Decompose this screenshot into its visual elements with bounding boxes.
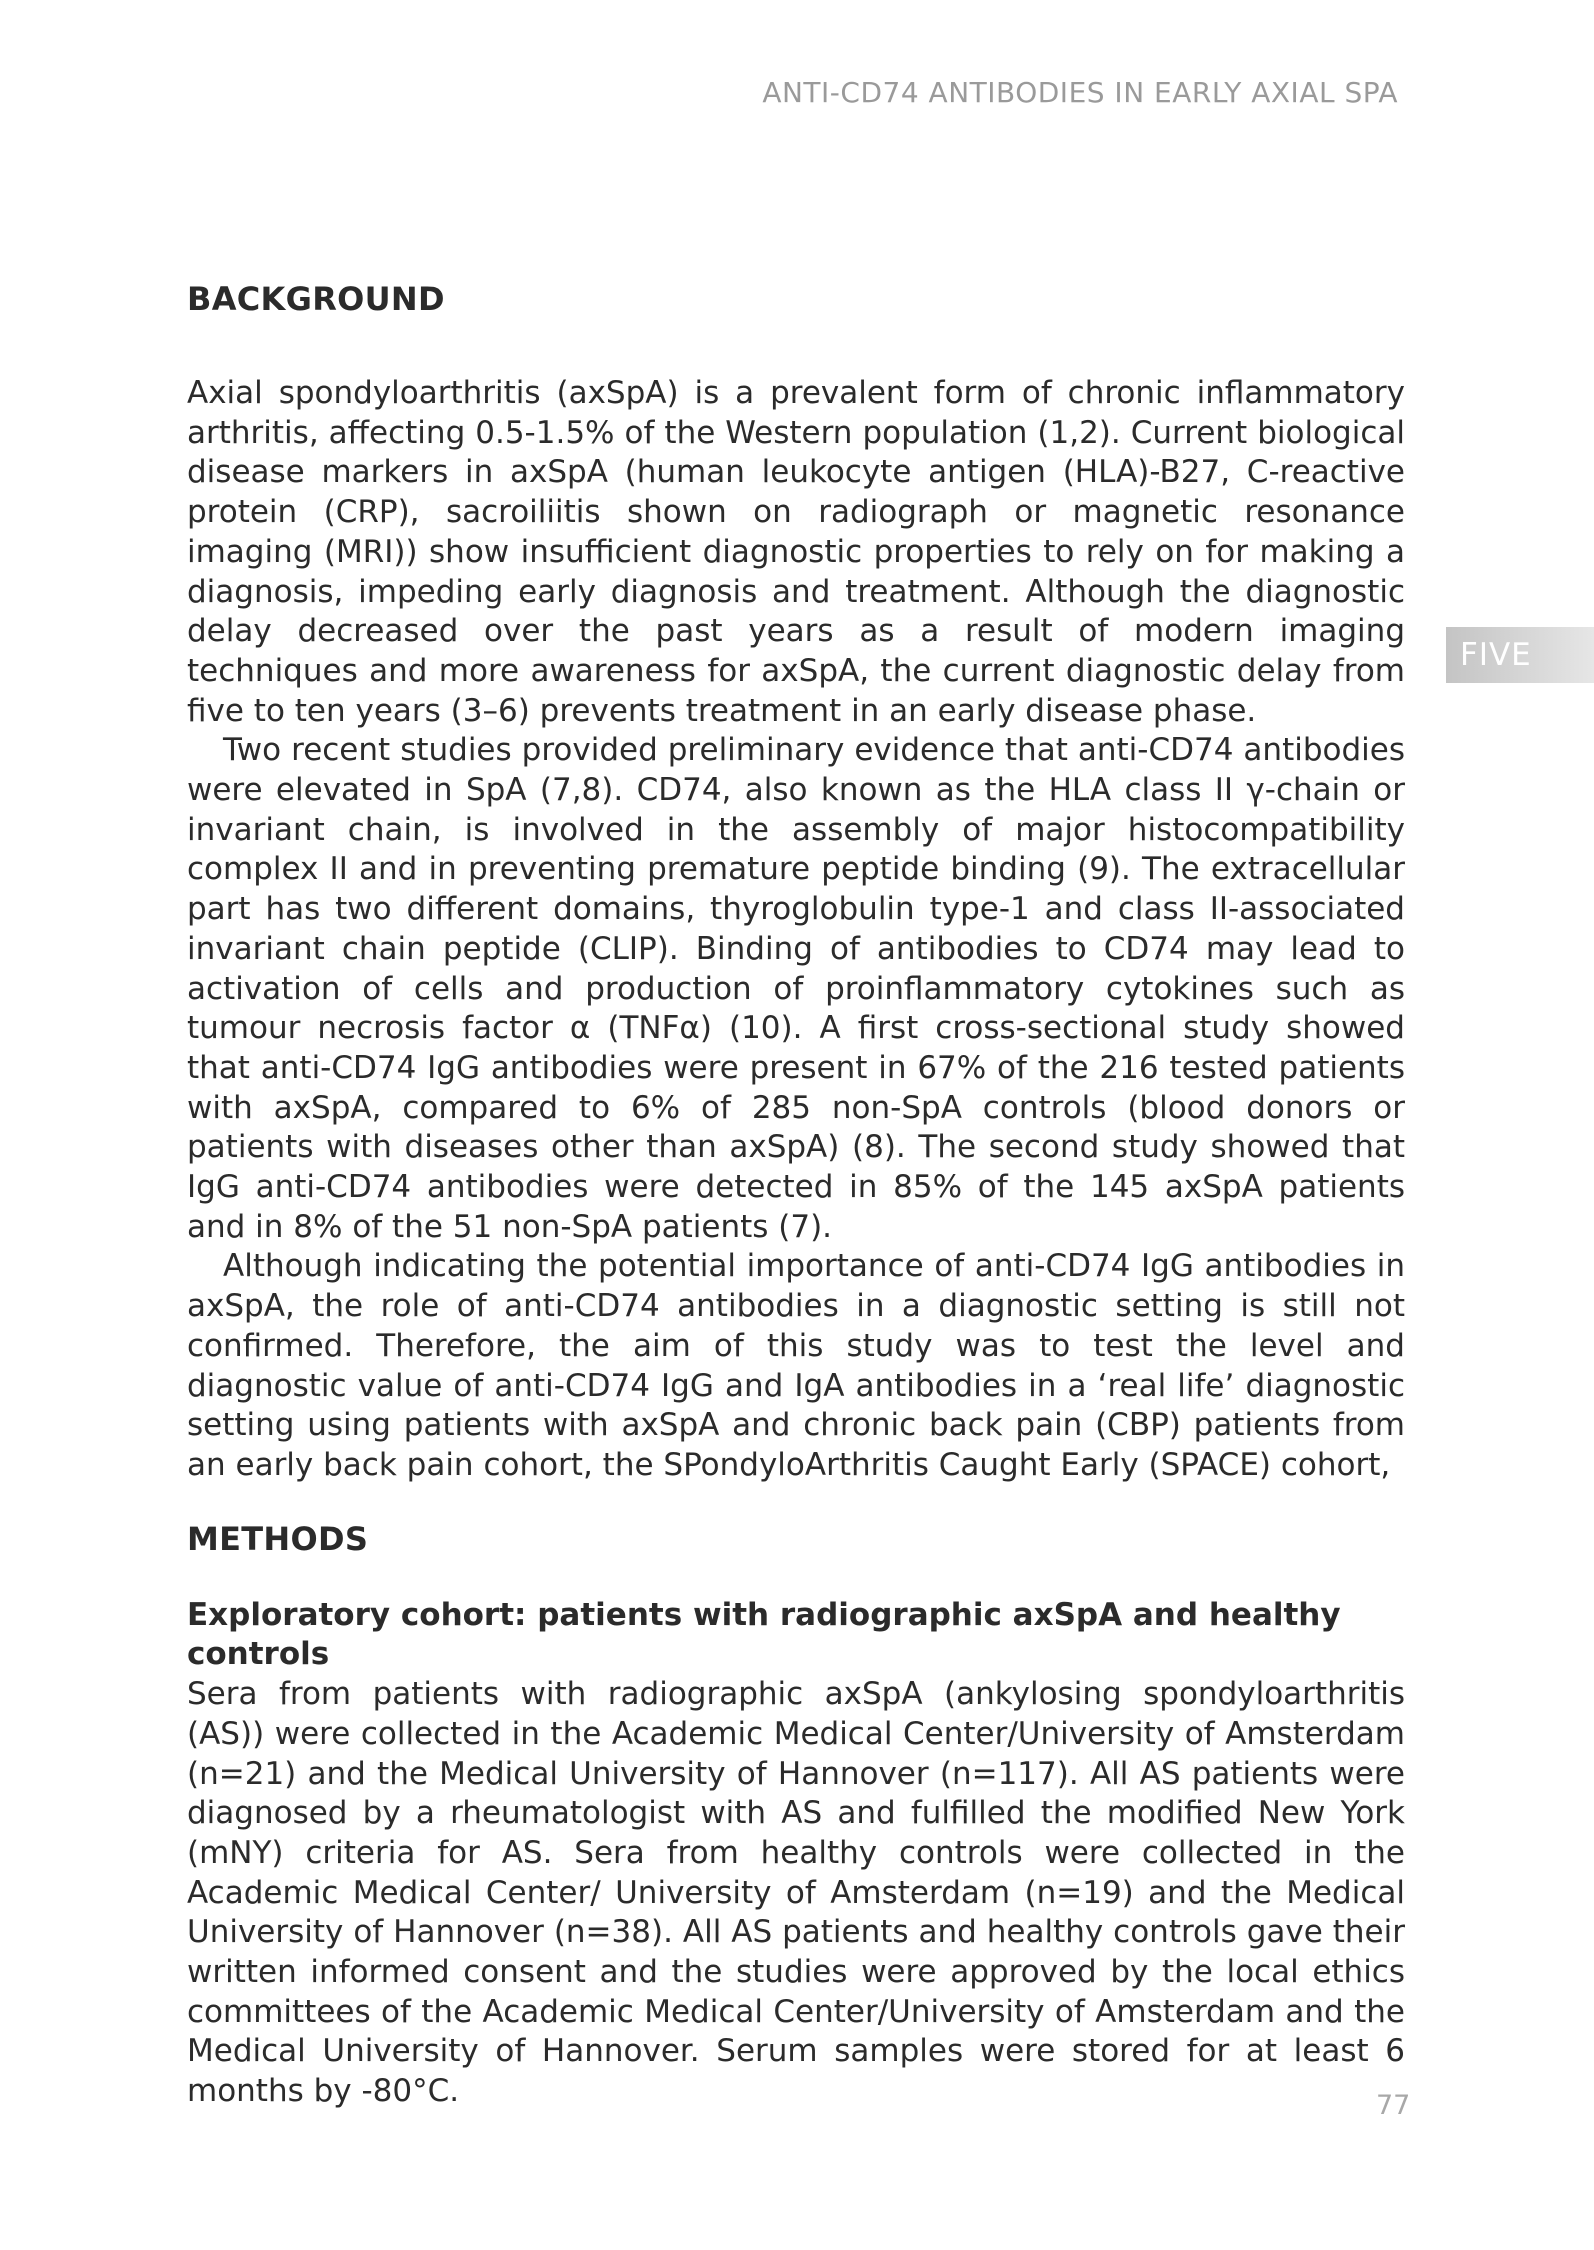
methods-heading: METHODS [187,1519,369,1558]
running-header: ANTI-CD74 ANTIBODIES IN EARLY AXIAL SPA [762,76,1398,109]
background-heading: BACKGROUND [187,280,445,318]
article-body [187,280,1405,2112]
background-paragraph-3: Although indicating the potential importance of anti-CD74 IgG antibodies in axSpA, the role of anti-CD74 antibodies in a diagnostic setting is still not confirmed. Therefore, the aim of this study was to test the level and diagnostic value of anti-CD74 IgG and IgA antibodies in a ‘real life’ diagnostic setting using patients with axSpA and chronic back pain (CBP) patients from an early back pain cohort, the SPondyloArthritis Caught Early (SPACE) cohort, [187,1248,1405,1483]
exploratory-cohort-heading: Exploratory cohort: patients with radiographic axSpA and healthy controls [187,1596,1341,1673]
background-paragraph-1: Axial spondyloarthritis (axSpA) is a prevalent form of chronic inflammatory arthritis, affecting 0.5-1.5% of the Western population (1,2). Current biological disease markers in axSpA (human leukocyte antigen (HLA)-B27, C-reactive protein (CRP), sacroiliitis shown on radiograph or magnetic resonance imaging (MRI)) show insufficient diagnostic properties to rely on for making a diagnosis, impeding early diagnosis and treatment. Although the diagnostic delay decreased over the past years as a result of modern imaging techniques and more awareness for axSpA, the current diagnostic delay from five to ten years (3–6) prevents treatment in an early disease phase. [187,375,1405,729]
page-number: 77 [1376,2090,1411,2121]
background-paragraph-2: Two recent studies provided preliminary evidence that anti-CD74 antibodies were elevated in SpA (7,8). CD74, also known as the HLA class II γ-chain or invariant chain, is involved in the assembly of major histocompatibility complex II and in preventing premature peptide binding (9). The extracellular part has two different domains, thyroglobulin type-1 and class II-associated invariant chain peptide (CLIP). Binding of antibodies to CD74 may lead to activation of cells and production of proinflammatory cytokines such as tumour necrosis factor α (TNFα) (10). A first cross-sectional study showed that anti-CD74 IgG antibodies were present in 67% of the 216 tested patients with axSpA, compared to 6% of 285 non-SpA controls (blood donors or patients with diseases other than axSpA) (8). The second study showed that IgG anti-CD74 antibodies were detected in 85% of the 145 axSpA patients and in 8% of the 51 non-SpA patients (7). [187,732,1405,1245]
chapter-tab: FIVE [1446,627,1594,683]
methods-paragraph: Sera from patients with radiographic axSpA (ankylosing spondyloarthritis (AS)) were collected in the Academic Medical Center/University of Amsterdam (n=21) and the Medical University of Hannover (n=117). All AS patients were diagnosed by a rheumatologist with AS and fulfilled the modified New York (mNY) criteria for AS. Sera from healthy controls were collected in the Academic Medical Center/ University of Amsterdam (n=19) and the Medical University of Hannover (n=38). All AS patients and healthy controls gave their written informed consent and the studies were approved by the local ethics committees of the Academic Medical Center/University of Amsterdam and the Medical University of Hannover. Serum samples were stored for at least 6 months by -80°C. [187,1676,1405,2110]
